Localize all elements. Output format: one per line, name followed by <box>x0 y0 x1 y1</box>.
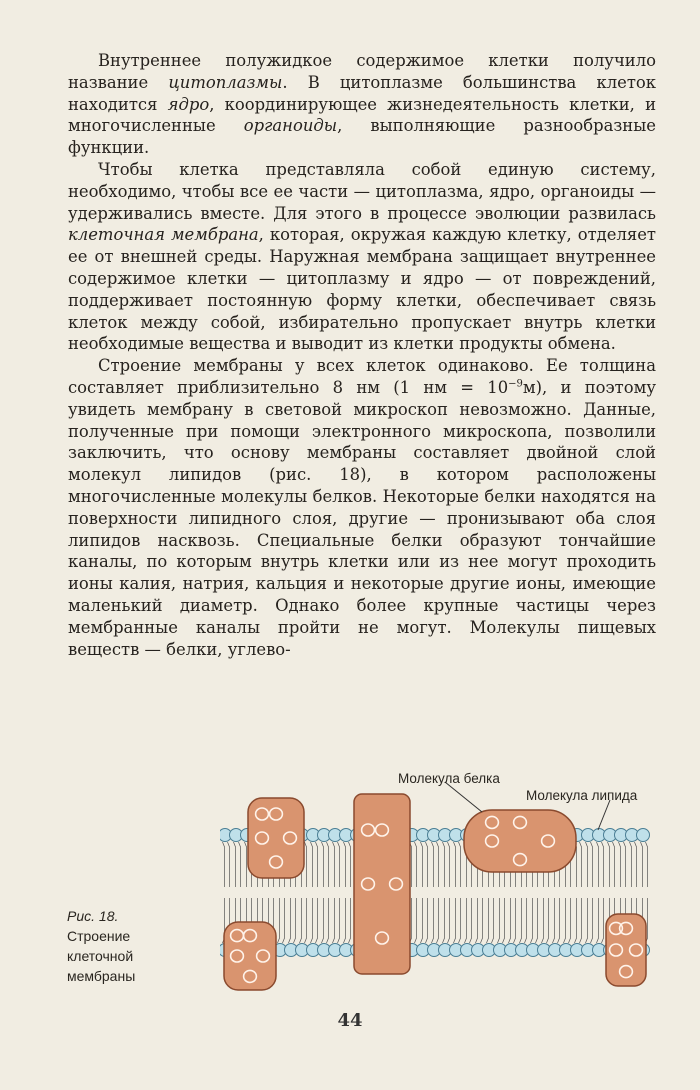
lipid-tail <box>586 842 588 887</box>
lipid-tail <box>421 842 423 887</box>
lipid-tail <box>602 842 604 887</box>
lipid-tail <box>432 898 434 943</box>
caption-line: клеточной <box>67 948 134 964</box>
lipid-tail <box>476 898 478 943</box>
lipid-tail <box>564 898 566 943</box>
lipid-tail <box>278 898 280 943</box>
lipid-tail <box>327 842 329 887</box>
lipid-tail <box>239 842 241 887</box>
lipid-tail <box>547 898 549 943</box>
lipid-tail <box>448 898 450 943</box>
text-run: , координирующее жизнедеятельность клетки, и многочисленные <box>68 94 656 136</box>
lipid-tail <box>591 898 593 943</box>
paragraph-2 <box>68 159 656 355</box>
text-run: , выполняющие разнообразные функции. <box>68 116 656 158</box>
lipid-tail <box>245 842 247 887</box>
text-run: . В цитоплазме большинства клеток находится <box>68 72 656 114</box>
lipid-tail <box>492 898 494 943</box>
lipid-tail <box>586 898 588 943</box>
term-nucleus: ядро <box>167 94 210 114</box>
lipid-tail <box>327 898 329 943</box>
lipid-tail <box>349 842 351 887</box>
lipid-tail <box>481 898 483 943</box>
text-run: м), и поэтому увидеть мембрану в световой микроскоп невозможно. Данные, полученные при помощи электронного микроскопа, позволили заключить, что основу мембраны составляет двойной слой молекул липидов (рис. 18), в котором расположены многочисленные молекулы белков. Некоторые белки находятся на поверхности липидного слоя, другие — пронизывают оба слоя липидов насквозь. Специальные белки образуют тончайшие каналы, по которым внутрь клетки или из нее могут проходить ионы калия, натрия, кальция и некоторые другие ионы, имеющие маленький диаметр. Однако более крупные частицы через мембранные каналы пройти не могут. Молекулы пищевых веществ — белки, углево- <box>68 377 657 659</box>
protein-leader-line <box>445 782 482 812</box>
lipid-tail <box>613 842 615 887</box>
lipid-tail <box>322 898 324 943</box>
lipid-tail <box>542 898 544 943</box>
protein-molecule <box>464 810 576 872</box>
lipid-tail <box>591 842 593 887</box>
figure-number: Рис. 18. <box>67 908 119 924</box>
lipid-tail <box>646 842 648 887</box>
lipid-tail <box>487 898 489 943</box>
lipid-tail <box>602 898 604 943</box>
term-cytoplasm: цитоплазмы <box>168 72 283 92</box>
lipid-tail <box>454 842 456 887</box>
lipid-tail <box>421 898 423 943</box>
lipid-tail <box>300 898 302 943</box>
lipid-tail <box>498 898 500 943</box>
term-organoids: органоиды <box>243 116 338 136</box>
exponent: −9 <box>508 378 523 390</box>
lipid-tail <box>531 898 533 943</box>
lipid-tail <box>344 842 346 887</box>
lipid-tail <box>597 842 599 887</box>
lipid-tail <box>349 898 351 943</box>
lipid-tail <box>641 842 643 887</box>
lipid-tail <box>322 842 324 887</box>
lipid-tail <box>316 898 318 943</box>
lipid-tail <box>580 898 582 943</box>
paragraph-3 <box>68 355 656 660</box>
lipid-tail <box>619 842 621 887</box>
lipid-tail <box>311 898 313 943</box>
lipid-tail <box>459 842 461 887</box>
lipid-tail <box>558 898 560 943</box>
lipid-tail <box>437 842 439 887</box>
lipid-head <box>637 829 650 842</box>
paragraph-1 <box>68 50 656 159</box>
lipid-tail <box>454 898 456 943</box>
lipid-tail <box>437 898 439 943</box>
lipid-tail <box>509 898 511 943</box>
lipid-tail <box>580 842 582 887</box>
lipid-tail <box>525 898 527 943</box>
lipid-tail <box>536 898 538 943</box>
lipid-tail <box>223 842 225 887</box>
lipid-tail <box>305 898 307 943</box>
term-cell-membrane: клеточная мембрана <box>68 225 259 245</box>
caption-line: мембраны <box>67 968 136 984</box>
lipid-tail <box>305 842 307 887</box>
lipid-tail <box>316 842 318 887</box>
page-number: 44 <box>337 1010 363 1031</box>
lipid-tail <box>426 842 428 887</box>
text-run: Строение мембраны у всех клеток одинаково. Ее толщина составляет приблизительно 8 нм (1 нм = 10 <box>68 356 656 397</box>
lipid-tail <box>344 898 346 943</box>
lipid-tail <box>432 842 434 887</box>
lipid-tail <box>608 842 610 887</box>
lipid-tail <box>311 842 313 887</box>
lipid-tail <box>575 898 577 943</box>
label-protein-molecule: Молекула белка <box>398 771 500 786</box>
lipid-tail <box>289 898 291 943</box>
lipid-tail <box>443 842 445 887</box>
lipid-tail <box>294 898 296 943</box>
lipid-leader-line <box>598 800 610 830</box>
lipid-tail <box>459 898 461 943</box>
lipid-tail <box>426 898 428 943</box>
text-run: Чтобы клетка представляла собой единую систему, необходимо, чтобы все ее части — цитоплазма, ядро, органоиды — удерживались вместе. Для этого в процессе эволюции развилась <box>68 159 656 223</box>
lipid-tail <box>338 898 340 943</box>
lipid-tail <box>465 898 467 943</box>
lipid-tail <box>597 898 599 943</box>
lipid-tail <box>470 898 472 943</box>
lipid-tail <box>514 898 516 943</box>
membrane-figure <box>220 770 660 1000</box>
lipid-tail <box>338 842 340 887</box>
lipid-tail <box>635 842 637 887</box>
lipid-tail <box>448 842 450 887</box>
lipid-tail <box>415 898 417 943</box>
lipid-tail <box>443 898 445 943</box>
lipid-tail <box>624 842 626 887</box>
lipid-tail <box>283 898 285 943</box>
lipid-tail <box>234 842 236 887</box>
lipid-tail <box>630 842 632 887</box>
lipid-tail <box>569 898 571 943</box>
protein-molecule <box>606 914 646 986</box>
text-run: Внутреннее полужидкое содержимое клетки получило название <box>68 51 656 92</box>
lipid-tail <box>333 842 335 887</box>
figure-caption <box>67 906 207 986</box>
lipid-tail <box>520 898 522 943</box>
lipid-tail <box>503 898 505 943</box>
lipid-tail <box>553 898 555 943</box>
caption-line: Строение <box>67 928 131 944</box>
lipid-tail <box>228 842 230 887</box>
text-run: , которая, окружая каждую клетку, отделяет ее от внешней среды. Наружная мембрана защищает внутреннее содержимое клетки — цитоплазму и ядро — от повреждений, поддерживает постоянную форму клетки, обеспечивает связь клеток между собой, избирательно пропускает внутрь клетки необходимые вещества и выводит из клетки продукты обмена. <box>68 225 656 354</box>
membrane-diagram <box>220 770 660 1000</box>
lipid-tail <box>333 898 335 943</box>
label-lipid-molecule: Молекула липида <box>526 788 638 803</box>
body-text <box>68 50 656 660</box>
lipid-tail <box>415 842 417 887</box>
